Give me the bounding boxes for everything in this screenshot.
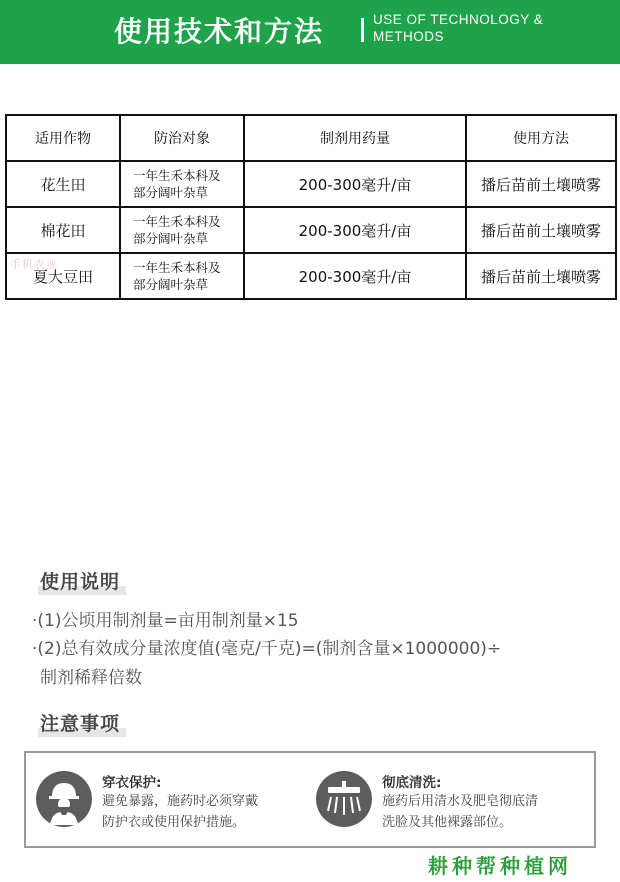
site-watermark: 耕种帮种植网 [428,854,572,878]
table-row [6,253,616,299]
target-line-1: 一年生禾本科及 [133,214,221,229]
header-target: 防治对象 [120,115,244,161]
target-line-1: 一年生禾本科及 [133,260,221,275]
cell-dosage: 200-300毫升/亩 [244,253,466,299]
dosage-table [5,114,617,300]
cell-method: 播后苗前土壤喷雾 [466,161,616,207]
instruction-line-2: ·(2)总有效成分量浓度值(毫克/千克)=(制剂含量×1000000)÷ [32,639,502,659]
target-line-2: 部分阔叶杂草 [133,277,209,292]
notes-title-text: 注意事项 [40,713,121,735]
cell-dosage: 200-300毫升/亩 [244,161,466,207]
header-method: 使用方法 [466,115,616,161]
cell-target [120,207,244,253]
cell-target [120,161,244,207]
english-subtitle-line-1: USE OF TECHNOLOGY & [373,12,544,27]
cell-crop: 花生田 [6,161,120,207]
header-dosage: 制剂用药量 [244,115,466,161]
instructions-title [40,567,120,594]
cell-method: 播后苗前土壤喷雾 [466,253,616,299]
header-banner [0,0,620,64]
note-text-line-1: 施药后用清水及肥皂彻底清 [382,794,539,809]
english-subtitle [373,11,593,45]
protective-worker-icon [36,771,92,827]
watermark: 手机农业 [10,258,58,271]
target-line-2: 部分阔叶杂草 [133,185,209,200]
instruction-line-3: 制剂稀释倍数 [40,668,142,688]
note-text-cleaning [382,791,538,833]
note-text-line-1: 避免暴露，施药时必须穿戴 [102,794,259,809]
cell-dosage: 200-300毫升/亩 [244,207,466,253]
instruction-line-1: ·(1)公顷用制剂量=亩用制剂量×15 [32,611,299,631]
instructions-title-text: 使用说明 [40,571,121,593]
cell-crop: 棉花田 [6,207,120,253]
page-title: 使用技术和方法 [114,15,325,48]
cell-target [120,253,244,299]
note-text-line-2: 洗脸及其他裸露部位。 [382,815,513,830]
table-row [6,207,616,253]
table-header-row [6,115,616,161]
note-text-clothing [102,791,258,833]
cell-method: 播后苗前土壤喷雾 [466,207,616,253]
header-crop: 适用作物 [6,115,120,161]
english-subtitle-line-2: METHODS [373,29,444,44]
target-line-1: 一年生禾本科及 [133,168,221,183]
cell-crop: 夏大豆田 [6,253,120,299]
target-line-2: 部分阔叶杂草 [133,231,209,246]
note-title-clothing: 穿衣保护: [102,775,162,791]
notes-box [24,751,596,848]
title-divider [361,18,364,42]
shower-icon [316,771,372,827]
note-title-cleaning: 彻底清洗: [382,775,442,791]
notes-title [40,709,120,736]
table-row [6,161,616,207]
note-text-line-2: 防护衣或使用保护措施。 [102,815,246,830]
